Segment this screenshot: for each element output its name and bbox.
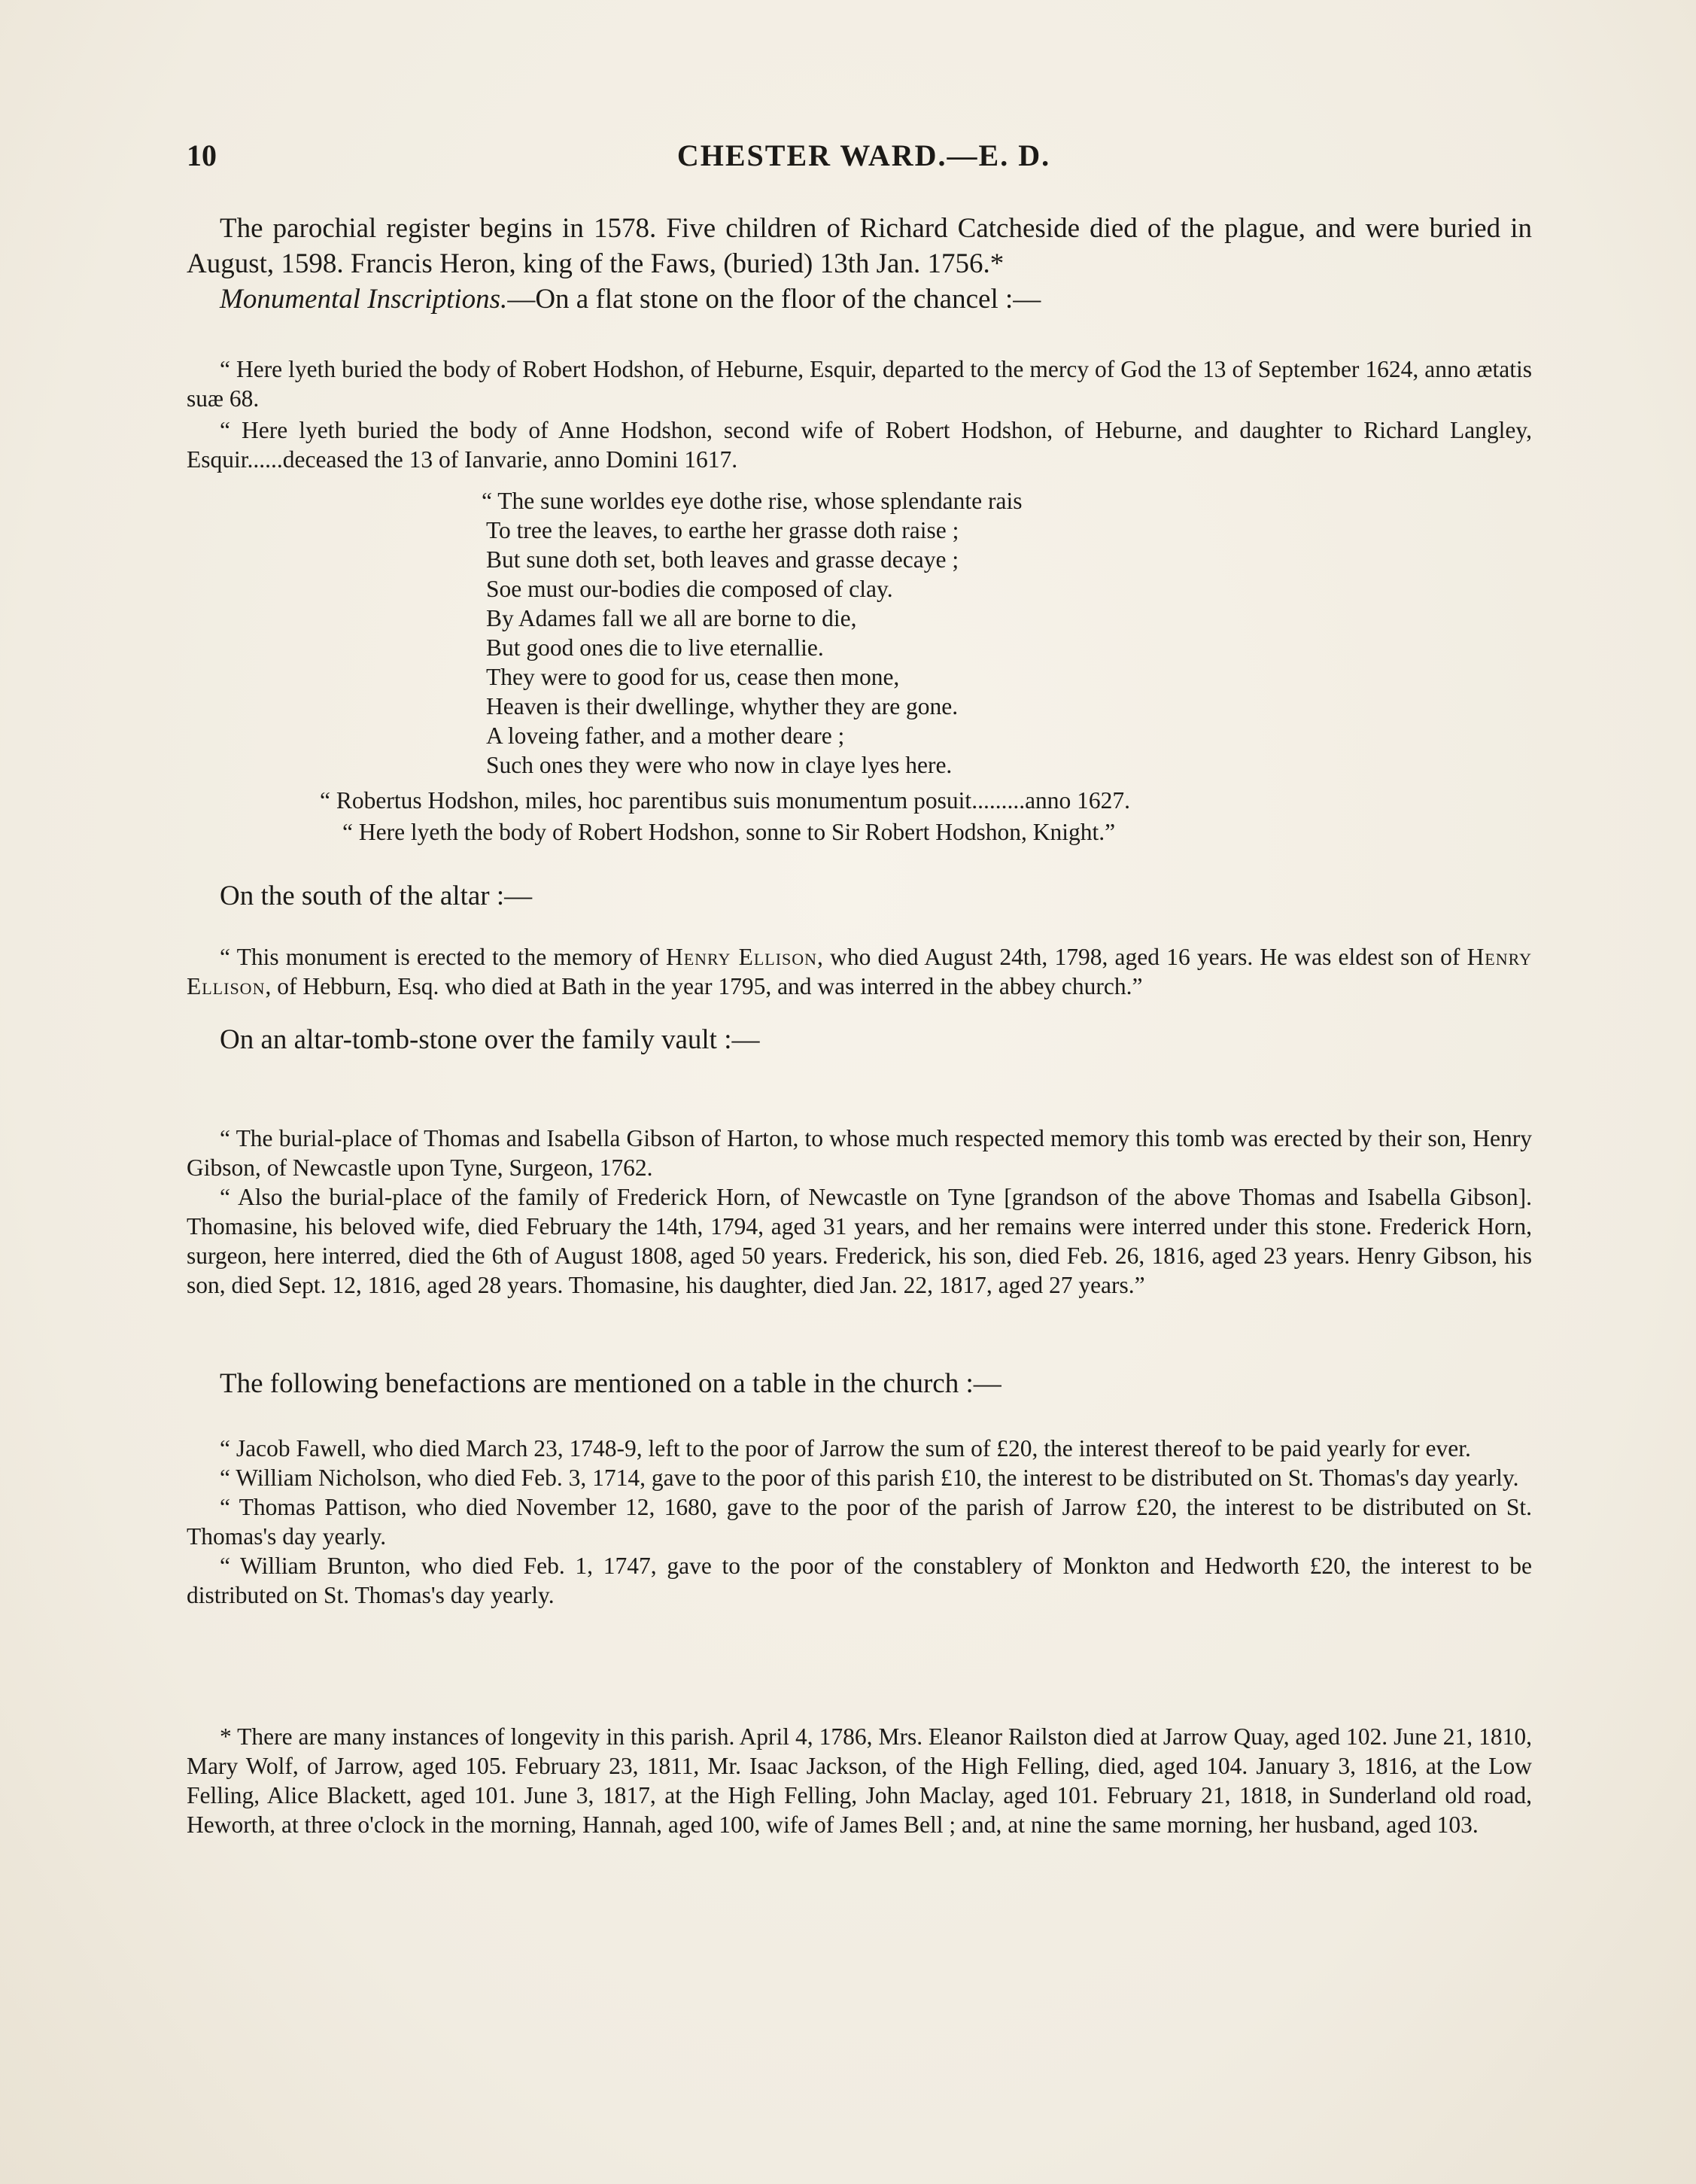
intro-section (187, 211, 1532, 317)
verse-line: But good ones die to live eternallie. (486, 634, 824, 661)
register-paragraph: The parochial register begins in 1578. Five children of Richard Catcheside died of the plague, and were buried in August, 1598. Francis Heron, king of the Faws, (buried) 13th Jan. 1756.* (187, 213, 1532, 279)
benefactions-list (187, 1434, 1532, 1610)
monumental-label: Monumental Inscriptions. (220, 284, 508, 315)
verse-epitaph (482, 486, 1022, 780)
ellison-inscription (187, 942, 1532, 1001)
running-head: CHESTER WARD.—E. D. (676, 138, 1051, 172)
page-header (187, 138, 1541, 183)
benefaction-item: “ William Nicholson, who died Feb. 3, 1714, gave to the poor of this parish £10, the interest to be distributed on St. Thomas's day yearly. (220, 1465, 1519, 1491)
inscription-robert: “ Here lyeth buried the body of Robert Hodshon, of Heburne, Esquir, departed to the mercy of God the 13 of September 1624, anno ætatis suæ 68. (187, 356, 1532, 412)
inscription-anne: “ Here lyeth buried the body of Anne Hodshon, second wife of Robert Hodshon, of Heburne, and daughter to Richard Langley, Esquir......deceased the 13 of Ianvarie, anno Domini 1617. (187, 417, 1532, 473)
ellison-text-3: , of Hebburn, Esq. who died at Bath in the year 1795, and was interred in the abbey church.” (265, 973, 1143, 999)
verse-line: But sune doth set, both leaves and grasse decaye ; (486, 546, 959, 573)
benefactions-heading-block (187, 1366, 1532, 1401)
benefactions-heading: The following benefactions are mentioned on a table in the church :— (220, 1368, 1001, 1399)
verse-line: Heaven is their dwellinge, whyther they are gone. (486, 693, 959, 719)
benefaction-item: “ William Brunton, who died Feb. 1, 1747, gave to the poor of the constablery of Monkton and Hedworth £20, the interest to be distributed on St. Thomas's day yearly. (187, 1553, 1532, 1608)
gibson-inscription: “ The burial-place of Thomas and Isabella Gibson of Harton, to whose much respected memory this tomb was erected by their son, Henry Gibson, of Newcastle upon Tyne, Surgeon, 1762. (187, 1125, 1532, 1181)
ellison-name-2: Henry Ellison (187, 944, 1532, 999)
verse-line: Such ones they were who now in claye lyes here. (486, 752, 953, 778)
horn-inscription: “ Also the burial-place of the family of Frederick Horn, of Newcastle on Tyne [grandson of the above Thomas and Isabella Gibson]. Thomasine, his beloved wife, died February the 14th, 1794, aged 31 years, and her remains were interred under this stone. Frederick Horn, surgeon, here interred, died the 6th of August 1808, aged 50 years. Frederick, his son, died Feb. 26, 1816, aged 23 years. Henry Gibson, his son, died Sept. 12, 1816, aged 28 years. Thomasine, his daughter, died Jan. 22, 1817, aged 27 years.” (187, 1184, 1532, 1298)
vault-heading: On an altar-tomb-stone over the family vault :— (220, 1024, 760, 1055)
ellison-text-2: , who died August 24th, 1798, aged 16 years. He was eldest son of (817, 944, 1467, 970)
vault-heading-block (187, 1022, 1532, 1057)
verse-line: To tree the leaves, to earthe her grasse doth raise ; (486, 517, 959, 543)
ellison-text-1: “ This monument is erected to the memory of (220, 944, 666, 970)
ellison-paragraph (187, 942, 1532, 1001)
robertus-inscription: “ Robertus Hodshon, miles, hoc parentibus suis monumentum posuit.........anno 1627. (320, 787, 1131, 814)
footnote: * There are many instances of longevity in this parish. April 4, 1786, Mrs. Eleanor Railston died at Jarrow Quay, aged 102. June 21, 1810, Mary Wolf, of Jarrow, aged 105. February 23, 1811, Mr. Isaac Jackson, of the High Felling, died, aged 104. January 3, 1816, at the Low Felling, Alice Blackett, aged 101. June 3, 1817, at the High Felling, John Maclay, aged 101. February 21, 1818, in Sunderland old road, Heworth, at three o'clock in the morning, Hannah, aged 100, wife of James Bell ; and, at nine the same morning, her husband, aged 103. (187, 1723, 1532, 1838)
footnote-block (187, 1722, 1532, 1839)
benefaction-item: “ Jacob Fawell, who died March 23, 1748-9, left to the poor of Jarrow the sum of £20, the interest thereof to be paid yearly for ever. (220, 1435, 1471, 1462)
benefaction-item: “ Thomas Pattison, who died November 12, 1680, gave to the poor of the parish of Jarrow £20, the interest to be distributed on St. Thomas's day yearly. (187, 1494, 1532, 1550)
verse-line: A loveing father, and a mother deare ; (486, 722, 845, 749)
chancel-inscriptions (187, 354, 1532, 474)
page-number: 10 (187, 138, 217, 172)
verse-line: Soe must our-bodies die composed of clay. (486, 576, 893, 602)
verse-line: By Adames fall we all are borne to die, (486, 605, 857, 631)
sir-robert-inscription: “ Here lyeth the body of Robert Hodshon, sonne to Sir Robert Hodshon, Knight.” (342, 819, 1116, 845)
altar-heading-block (187, 878, 1532, 914)
verse-line: “ The sune worldes eye dothe rise, whose splendante rais (482, 488, 1023, 514)
verse-line: They were to good for us, cease then mone, (486, 664, 900, 690)
ellison-name-1: Henry Ellison (665, 944, 818, 970)
altar-heading: On the south of the altar :— (220, 881, 533, 911)
vault-inscriptions (187, 1124, 1532, 1300)
monumental-text: —On a flat stone on the floor of the chancel :— (507, 284, 1041, 315)
monumental-paragraph (187, 281, 1532, 317)
